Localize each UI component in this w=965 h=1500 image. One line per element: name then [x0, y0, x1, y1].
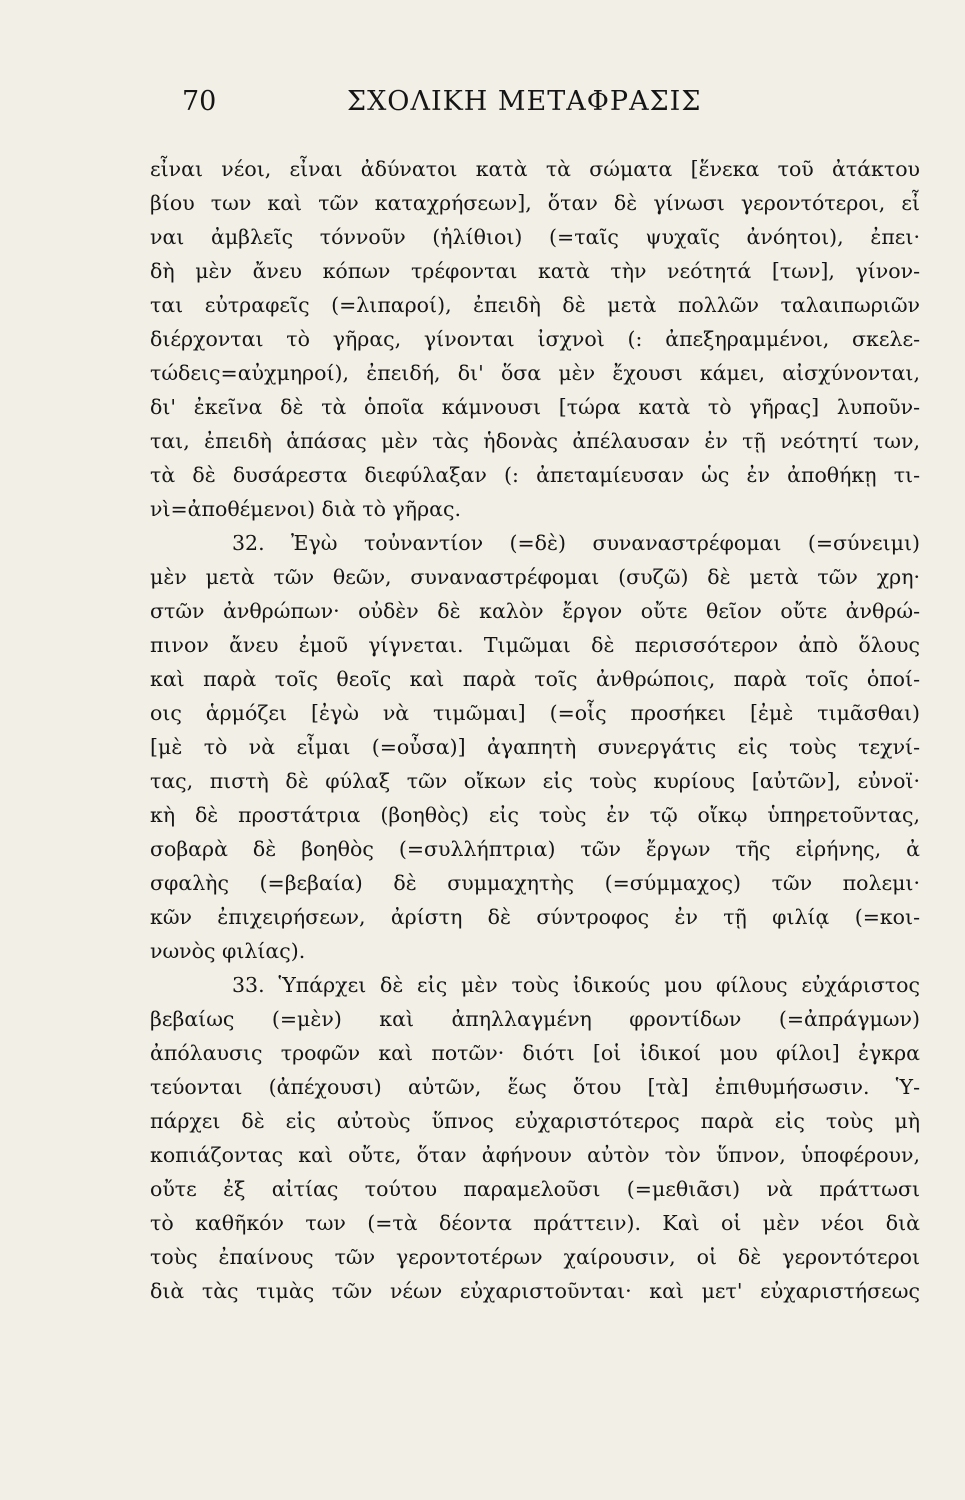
- running-title: ΣΧΟΛΙΚΗ ΜΕΤΑΦΡΑΣΙΣ: [347, 86, 702, 117]
- text-line: τὰ δὲ δυσάρεστα διεφύλαξαν (: ἀπεταμίευσαν ὡς ἐν ἀποθήκῃ τι-: [150, 463, 920, 487]
- text-line: ται, ἐπειδὴ ἁπάσας μὲν τὰς ἡδονὰς ἀπέλαυσαν ἐν τῇ νεότητί των,: [150, 429, 920, 453]
- text-line: δι' ἐκεῖνα δὲ τὰ ὁποῖα κάμνουσι [τώρα κατὰ τὸ γῆρας] λυποῦν-: [150, 395, 920, 419]
- text-line: νὶ=ἀποθέμενοι) διὰ τὸ γῆρας.: [150, 497, 461, 521]
- text-line: οις ἁρμόζει [ἐγὼ νὰ τιμῶμαι] (=οἷς προσήκει [ἐμὲ τιμᾶσθαι): [150, 701, 920, 725]
- text-line: [μὲ τὸ νὰ εἶμαι (=οὖσα)] ἀγαπητὴ συνεργάτις εἰς τοὺς τεχνί-: [150, 735, 920, 759]
- text-line: πινον ἄνευ ἐμοῦ γίγνεται. Τιμῶμαι δὲ περισσότερον ἀπὸ ὅλους: [150, 633, 920, 657]
- section-33-first-line: 33. Ὑπάρχει δὲ εἰς μὲν τοὺς ἰδικούς μου φίλους εὐχάριστος: [232, 973, 920, 997]
- body-text: [150, 152, 920, 1308]
- text-line: τας, πιστὴ δὲ φύλαξ τῶν οἴκων εἰς τοὺς κυρίους [αὐτῶν], εὐνοϊ·: [150, 769, 920, 793]
- text-line: νωνὸς φιλίας).: [150, 939, 306, 963]
- page-number: 70: [182, 86, 217, 117]
- text-line: τώδεις=αὐχμηροί), ἐπειδή, δι' ὅσα μὲν ἔχουσι κάμει, αἰσχύνονται,: [150, 361, 920, 385]
- text-line: μὲν μετὰ τῶν θεῶν, συναναστρέφομαι (συζῶ) δὲ μετὰ τῶν χρη·: [150, 565, 920, 589]
- text-line: οὔτε ἐξ αἰτίας τούτου παραμελοῦσι (=μεθιᾶσι) νὰ πράττωσι: [150, 1177, 920, 1201]
- text-line: τοὺς ἐπαίνους τῶν γεροντοτέρων χαίρουσιν, οἱ δὲ γεροντότεροι: [150, 1245, 920, 1269]
- text-line: σφαλὴς (=βεβαία) δὲ συμμαχητὴς (=σύμμαχος) τῶν πολεμι·: [150, 871, 920, 895]
- text-line: δὴ μὲν ἄνευ κόπων τρέφονται κατὰ τὴν νεότητά [των], γίνον-: [150, 259, 920, 283]
- text-line: ναι ἀμβλεῖς τόννοῦν (ἠλίθιοι) (=ταῖς ψυχαῖς ἀνόητοι), ἐπει·: [150, 225, 920, 249]
- text-line: κοπιάζοντας καὶ οὔτε, ὅταν ἀφήνουν αὐτὸν τὸν ὕπνον, ὑποφέρουν,: [150, 1143, 920, 1167]
- text-line: σοβαρὰ δὲ βοηθὸς (=συλλήπτρια) τῶν ἔργων τῆς εἰρήνης, ἀ: [150, 837, 920, 861]
- text-line: κῶν ἐπιχειρήσεων, ἀρίστη δὲ σύντροφος ἐν τῇ φιλίᾳ (=κοι-: [150, 905, 920, 929]
- text-line: διὰ τὰς τιμὰς τῶν νέων εὐχαριστοῦνται· καὶ μετ' εὐχαριστήσεως: [150, 1279, 920, 1303]
- text-line: καὶ παρὰ τοῖς θεοῖς καὶ παρὰ τοῖς ἀνθρώποις, παρὰ τοῖς ὁποί-: [150, 667, 920, 691]
- text-line: κὴ δὲ προστάτρια (βοηθὸς) εἰς τοὺς ἐν τῷ οἴκῳ ὑπηρετοῦντας,: [150, 803, 920, 827]
- section-32-first-line: 32. Ἐγὼ τοὐναντίον (=δὲ) συναναστρέφομαι (=σύνειμι): [232, 531, 920, 555]
- text-line: τεύονται (ἀπέχουσι) αὐτῶν, ἕως ὅτου [τὰ] ἐπιθυμήσωσιν. Ὑ-: [150, 1075, 920, 1099]
- text-line: τὸ καθῆκόν των (=τὰ δέοντα πράττειν). Καὶ οἱ μὲν νέοι διὰ: [150, 1211, 920, 1235]
- text-line: στῶν ἀνθρώπων· οὐδὲν δὲ καλὸν ἔργον οὔτε θεῖον οὔτε ἀνθρώ-: [150, 599, 920, 623]
- text-line: βεβαίως (=μὲν) καὶ ἀπηλλαγμένη φροντίδων (=ἀπράγμων): [150, 1007, 920, 1031]
- page-header: [182, 86, 742, 126]
- text-line: ται εὐτραφεῖς (=λιπαροί), ἐπειδὴ δὲ μετὰ πολλῶν ταλαιπωριῶν: [150, 293, 920, 317]
- text-line: διέρχονται τὸ γῆρας, γίνονται ἰσχνοὶ (: ἀπεξηραμμένοι, σκελε-: [150, 327, 920, 351]
- text-line: βίου των καὶ τῶν καταχρήσεων], ὅταν δὲ γίνωσι γεροντότεροι, εἶ: [150, 191, 920, 215]
- text-line: πάρχει δὲ εἰς αὐτοὺς ὕπνος εὐχαριστότερος παρὰ εἰς τοὺς μὴ: [150, 1109, 920, 1133]
- text-line: εἶναι νέοι, εἶναι ἀδύνατοι κατὰ τὰ σώματα [ἕνεκα τοῦ ἀτάκτου: [150, 157, 920, 181]
- text-line: ἀπόλαυσις τροφῶν καὶ ποτῶν· διότι [οἱ ἰδικοί μου φίλοι] ἐγκρα: [150, 1041, 920, 1065]
